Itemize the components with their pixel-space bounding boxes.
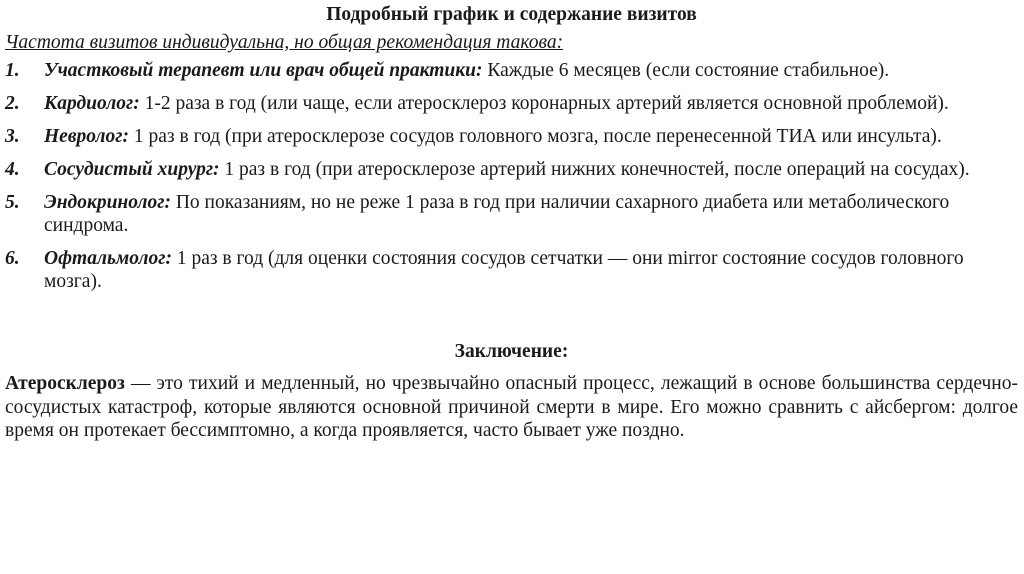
item-number: 3. xyxy=(5,126,20,147)
conclusion-paragraph xyxy=(5,372,1018,443)
item-body xyxy=(44,125,1018,148)
item-number: 2. xyxy=(5,93,20,114)
intro-text: Частота визитов индивидуальна, но общая рекомендация такова: xyxy=(5,32,564,53)
item-text: Каждые 6 месяцев (если состояние стабильное). xyxy=(482,60,890,81)
item-role: Участковый терапевт или врач общей практики: xyxy=(44,60,483,81)
item-role: Офтальмолог: xyxy=(44,248,172,269)
conclusion-text: — это тихий и медленный, но чрезвычайно опасный процесс, лежащий в основе большинства сердечно-сосудистых катастроф, которые являются основной причиной смерти в мире. Его можно сравнить с айсбергом: долгое время он протекает бессимптомно, а когда проявляется, часто бывает уже поздно. xyxy=(5,373,1018,441)
item-text: 1 раз в год (при атеросклерозе сосудов головного мозга, после перенесенной ТИА или инсульта). xyxy=(129,126,942,147)
item-number: 4. xyxy=(5,159,20,180)
item-role: Невролог: xyxy=(44,126,129,147)
item-body xyxy=(44,59,1018,82)
item-text: 1 раз в год (при атеросклерозе артерий нижних конечностей, после операций на сосудах). xyxy=(219,159,970,180)
item-body xyxy=(44,92,1018,115)
item-body xyxy=(44,191,1018,237)
conclusion-title: Заключение: xyxy=(454,341,569,362)
list-item xyxy=(5,191,1018,237)
section-title: Подробный график и содержание визитов xyxy=(326,4,697,25)
item-text: 1-2 раза в год (или чаще, если атеросклероз коронарных артерий является основной проблемой). xyxy=(139,93,949,114)
list-item xyxy=(5,125,1018,148)
conclusion-term: Атеросклероз xyxy=(5,373,125,394)
item-number: 1. xyxy=(5,60,20,81)
list-item xyxy=(5,247,1018,293)
item-text: По показаниям, но не реже 1 раза в год при наличии сахарного диабета или метаболического синдрома. xyxy=(44,192,950,236)
list-item xyxy=(5,59,1018,82)
list-item xyxy=(5,158,1018,181)
item-body xyxy=(44,158,1018,181)
item-role: Эндокринолог: xyxy=(44,192,171,213)
item-body xyxy=(44,247,1018,293)
item-role: Сосудистый хирург: xyxy=(44,159,220,180)
item-role: Кардиолог: xyxy=(44,93,140,114)
visit-list xyxy=(5,59,1018,293)
item-text: 1 раз в год (для оценки состояния сосудов сетчатки — они mirror состояние сосудов головного мозга). xyxy=(44,248,964,292)
item-number: 6. xyxy=(5,248,20,269)
item-number: 5. xyxy=(5,192,20,213)
list-item xyxy=(5,92,1018,115)
